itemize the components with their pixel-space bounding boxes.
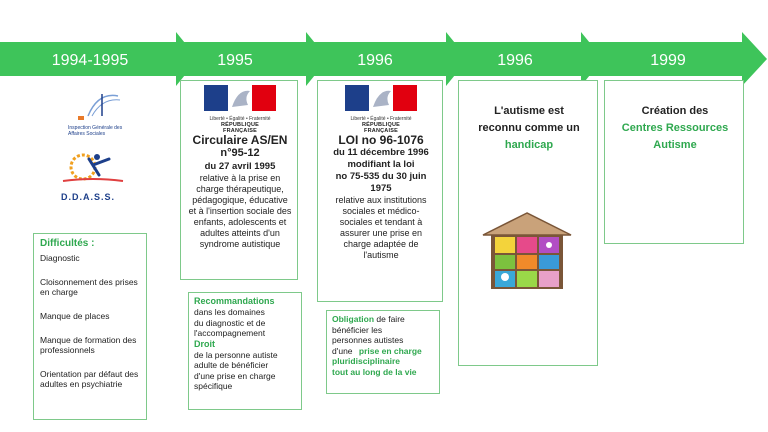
difficulty-item: Cloisonnement des prises en charge	[40, 277, 138, 297]
circulaire-number: n°95-12	[220, 147, 260, 159]
republique-logo	[204, 85, 276, 134]
obligation-card	[326, 310, 440, 394]
circulaire-body-line: et à l'insertion sociale des	[188, 206, 292, 216]
republic-label: RÉPUBLIQUE FRANÇAISE	[361, 122, 401, 134]
reco-line: du diagnostic et de	[194, 317, 266, 328]
obligation-green-line: tout au long de la vie	[332, 366, 417, 377]
motto: Liberté • Égalité • Fraternité	[350, 116, 412, 122]
circulaire-body-line: adultes atteints d'un	[200, 228, 280, 238]
marianne-flag-icon	[204, 85, 276, 111]
motto: Liberté • Égalité • Fraternité	[209, 116, 271, 122]
year-label-5: 1999	[650, 52, 686, 69]
loi-card	[317, 80, 443, 302]
loi-bold-line: 1975	[370, 183, 392, 194]
loi-bold-line: du 11 décembre 1996	[333, 147, 429, 158]
loi-body-line: relative aux institutions	[335, 195, 427, 205]
droit-line: de la personne autiste	[194, 349, 278, 360]
difficulties-title: Difficultés :	[40, 238, 95, 249]
obligation-green-line: prise en charge	[358, 345, 422, 356]
loi-title: LOI no 96-1076	[338, 133, 424, 147]
loi-body-line: assurer une prise en	[339, 228, 423, 238]
obligation-line: personnes autistes	[332, 335, 404, 345]
handicap-card	[458, 80, 598, 366]
handicap-line2: reconnu comme un	[478, 122, 580, 134]
marianne-flag-icon	[345, 85, 417, 111]
cra-line2: Centres Ressources	[621, 122, 729, 134]
obligation-line: de faire	[376, 314, 405, 324]
year-label-1: 1994-1995	[51, 52, 129, 69]
difficulties-card	[33, 233, 147, 420]
circulaire-date: du 27 avril 1995	[204, 161, 276, 172]
droit-line: adulte de bénéficier	[194, 360, 269, 370]
difficulty-item: Diagnostic	[40, 253, 80, 263]
difficulty-item: Orientation par défaut des adultes en psychiatrie	[40, 369, 139, 389]
handicap-house-icon	[479, 211, 575, 291]
republic-label: RÉPUBLIQUE FRANÇAISE	[220, 122, 260, 134]
circulaire-body-line: pédagogique, éducative	[192, 195, 288, 205]
republique-logo	[345, 85, 417, 134]
obligation-prefix: d'une	[332, 345, 353, 356]
loi-bold-line: modifiant la loi	[347, 159, 415, 170]
year-label-3: 1996	[357, 52, 393, 69]
circulaire-card	[180, 80, 298, 280]
loi-body-line: sociales et tendant à	[339, 217, 423, 227]
droit-line: spécifique	[194, 381, 233, 391]
circulaire-body-line: enfants, adolescents et	[193, 217, 287, 227]
circulaire-title: Circulaire AS/EN	[192, 133, 288, 147]
circulaire-body-line: charge thérapeutique,	[196, 184, 284, 194]
igas-caption: Inspection Générale des Affaires Sociales	[68, 125, 123, 137]
reco-title: Recommandations	[194, 296, 275, 306]
difficulty-item: Manque de places	[40, 311, 110, 321]
cra-line1: Création des	[641, 105, 709, 117]
cra-card	[604, 80, 744, 244]
circulaire-body-line: syndrome autistique	[199, 239, 281, 249]
loi-bold-line: no 75-535 du 30 juin	[335, 171, 427, 182]
loi-body-line: l'autisme	[363, 250, 399, 260]
year-label-4: 1996	[497, 52, 533, 69]
obligation-title: Obligation	[332, 314, 375, 324]
recommandations-card	[188, 292, 302, 410]
obligation-line: bénéficier les	[332, 324, 383, 335]
reco-line: dans les domaines	[194, 307, 265, 317]
ddass-sun-icon	[53, 145, 133, 187]
droit-line: d'une prise en charge	[194, 370, 276, 381]
loi-body-line: sociales et médico-	[342, 206, 420, 216]
cra-line3: Autisme	[653, 139, 697, 151]
ddass-text: D.D.A.S.S.	[60, 192, 115, 202]
year-label-2: 1995	[217, 52, 253, 69]
igas-emblem-icon	[58, 90, 138, 120]
ddass-logo	[53, 145, 133, 205]
handicap-line1: L'autisme est	[494, 105, 564, 117]
igas-logo	[58, 90, 138, 140]
loi-body-line: charge adaptée de	[343, 239, 419, 249]
handicap-line3: handicap	[504, 139, 554, 151]
circulaire-body-line: relative à la prise en	[199, 173, 281, 183]
droit-title: Droit	[194, 338, 215, 349]
reco-line: l'accompagnement	[194, 328, 266, 338]
difficulty-item: Manque de formation des professionnels	[40, 335, 137, 355]
obligation-green-line: pluridisciplinaire	[332, 356, 401, 366]
